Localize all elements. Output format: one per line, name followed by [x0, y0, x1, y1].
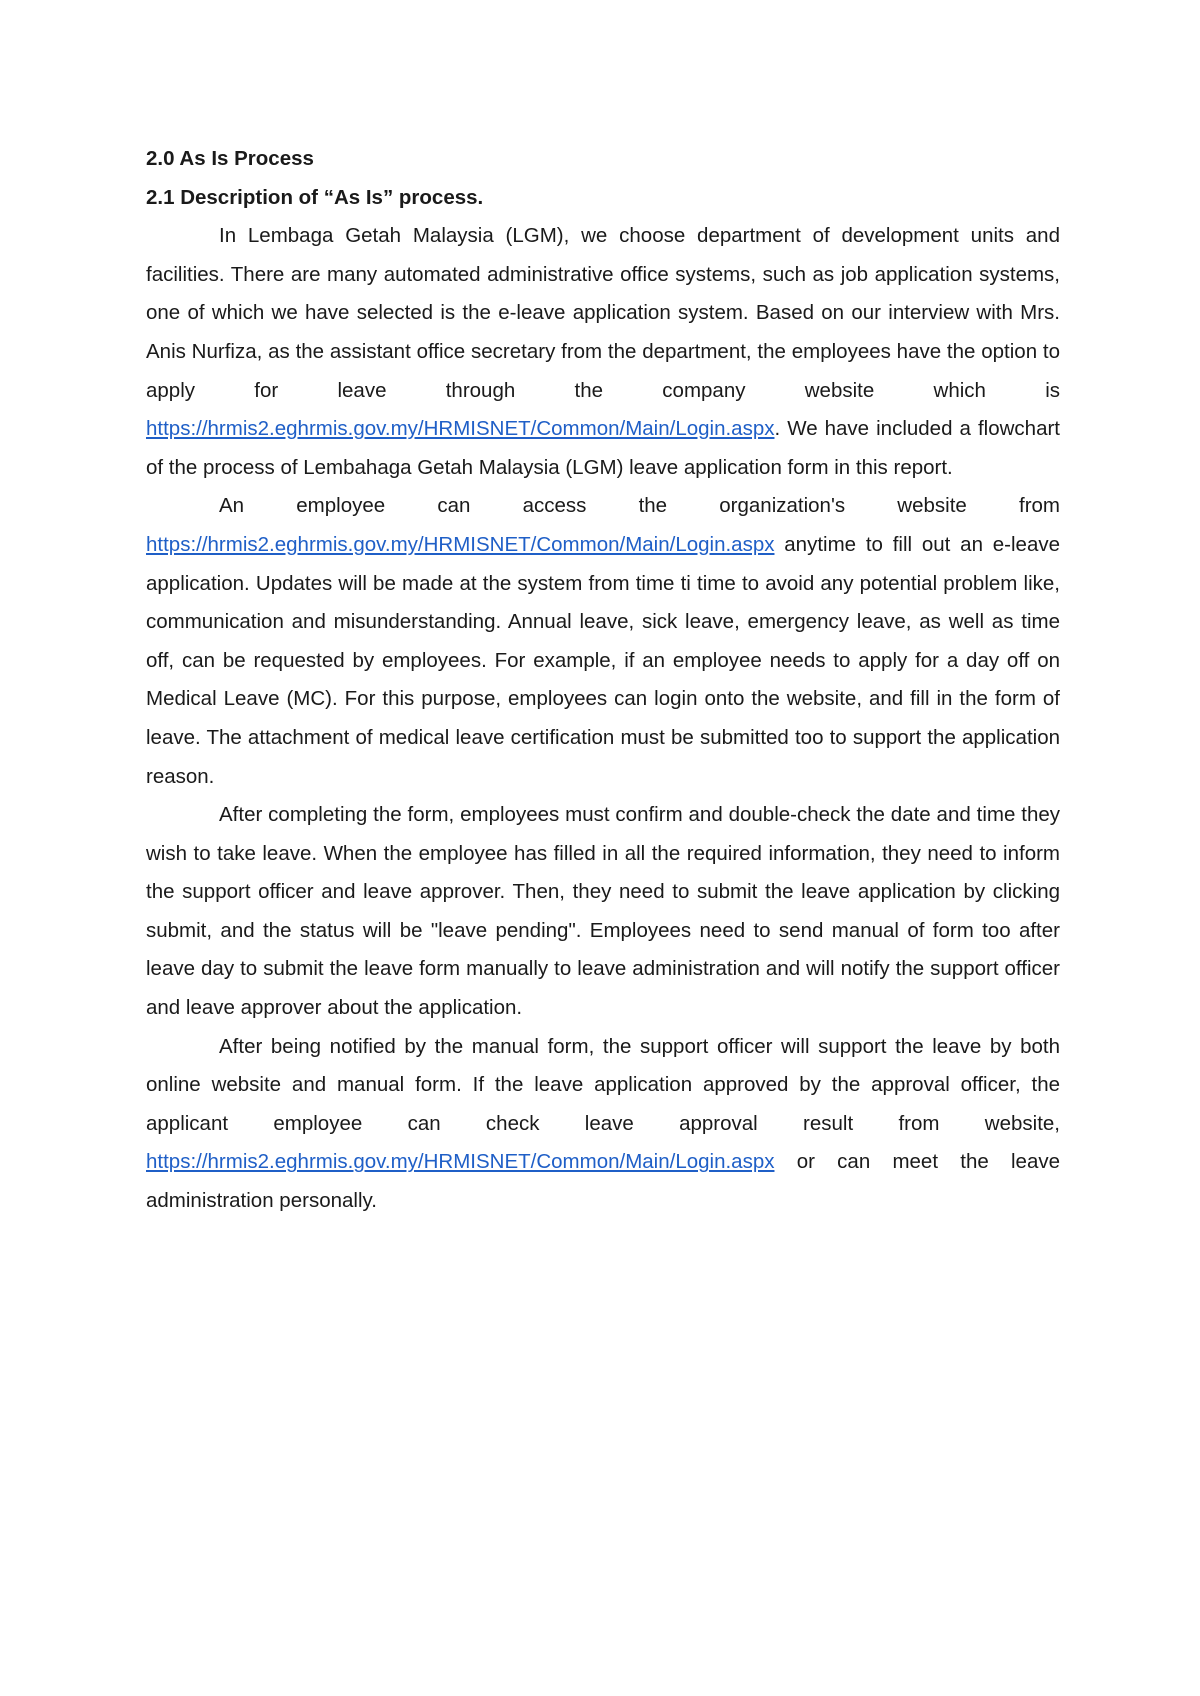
paragraph-4	[146, 1028, 1060, 1221]
paragraph-1	[146, 217, 1060, 487]
subsection-heading: 2.1 Description of “As Is” process.	[146, 185, 484, 209]
paragraph-2-text-a: An employee can access the organization's website from	[219, 494, 1060, 518]
section-heading: 2.0 As Is Process	[146, 147, 314, 170]
paragraph-2	[146, 487, 1060, 796]
paragraph-2-text-b: anytime to fill out an e-leave application. Updates will be made at the system from time ti time to avoid any potential problem like, communication and misunderstanding. Annual leave, sick leave, emergency leave, as well as time off, can be requested by employees. For example, if an employee needs to apply for a day off on Medical Leave (MC). For this purpose, employees can login onto the website, and fill in the form of leave. The attachment of medical leave certification must be submitted too to support the application reason.	[146, 532, 1060, 788]
paragraph-1-text-a: In Lembaga Getah Malaysia (LGM), we choose department of development units and facilities. There are many automated administrative office systems, such as job application systems, one of which we have selected is the e-leave application system. Based on our interview with Mrs. Anis Nurfiza, as the assistant office secretary from the department, the employees have the option to apply for leave through the company website which is	[146, 224, 1060, 402]
hrmis-login-link-1[interactable]: https://hrmis2.eghrmis.gov.my/HRMISNET/Common/Main/Login.aspx	[146, 417, 775, 441]
hrmis-login-link-3[interactable]: https://hrmis2.eghrmis.gov.my/HRMISNET/Common/Main/Login.aspx	[146, 1150, 775, 1174]
paragraph-1-text-b: . We have included a flowchart of the process of Lembahaga Getah Malaysia (LGM) leave application form in this report.	[146, 417, 1060, 479]
document-body	[146, 140, 1060, 1221]
paragraph-4-text-a: After being notified by the manual form, the support officer will support the leave by both online website and manual form. If the leave application approved by the approval officer, the applicant employee can check leave approval result from website,	[146, 1034, 1060, 1135]
paragraph-4-text-b: or can meet the leave administration personally.	[146, 1150, 1060, 1213]
paragraph-3: After completing the form, employees must confirm and double-check the date and time they wish to take leave. When the employee has filled in all the required information, they need to inform the support officer and leave approver. Then, they need to submit the leave application by clicking submit, and the status will be "leave pending". Employees need to send manual of form too after leave day to submit the leave form manually to leave administration and will notify the support officer and leave approver about the application.	[146, 803, 1060, 1020]
hrmis-login-link-2[interactable]: https://hrmis2.eghrmis.gov.my/HRMISNET/Common/Main/Login.aspx	[146, 532, 775, 556]
